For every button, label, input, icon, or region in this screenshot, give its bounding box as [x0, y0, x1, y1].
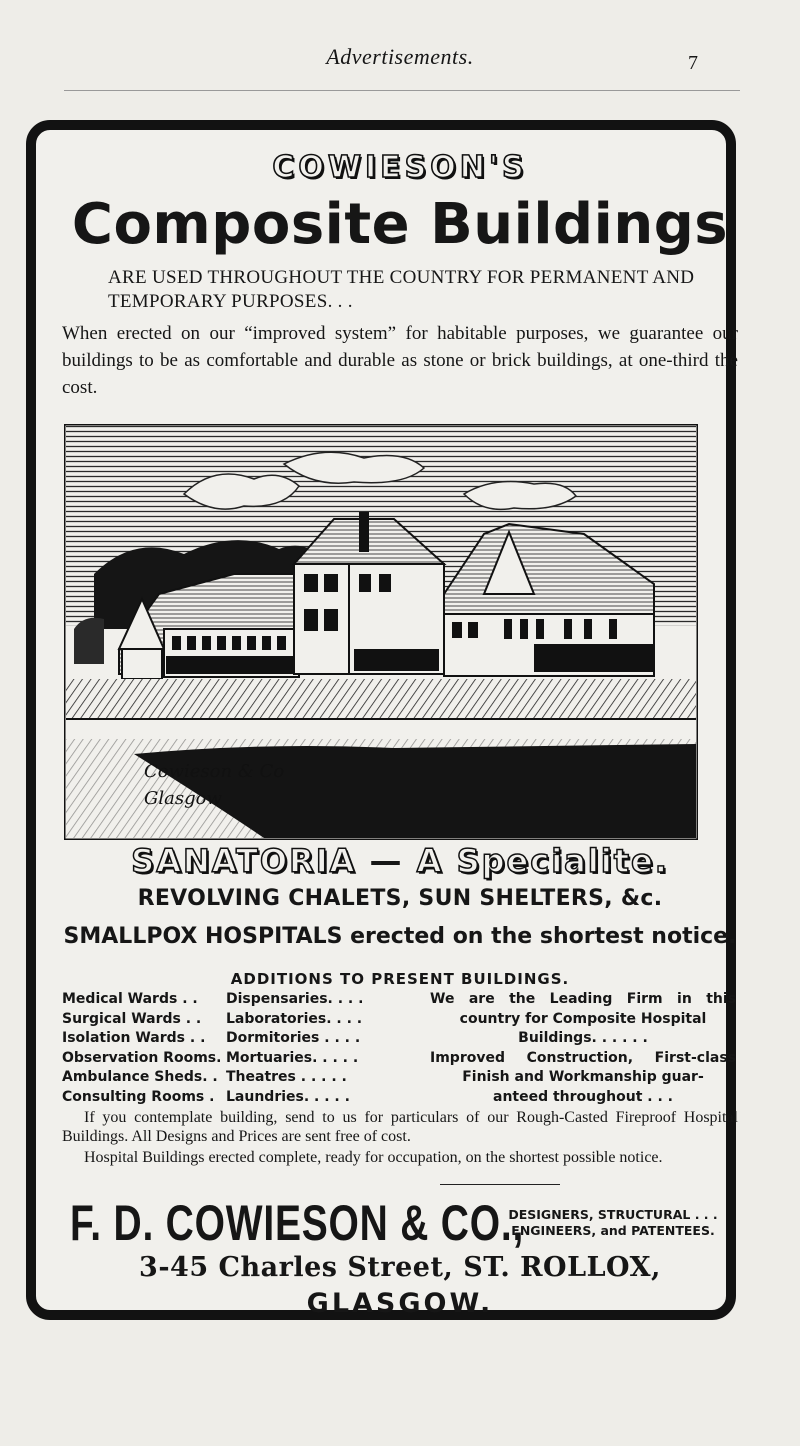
list-item: Laundries. . . . . — [226, 1088, 350, 1105]
claim-line: anteed throughout . . . — [493, 1088, 673, 1105]
list-item: Dispensaries. . . . — [226, 991, 364, 1007]
roles-line: DESIGNERS, STRUCTURAL . . . — [508, 1207, 718, 1222]
claim-line: We are the Leading Firm in this — [430, 991, 736, 1007]
smallpox-line: SMALLPOX HOSPITALS erected on the shortest notice. — [63, 924, 737, 949]
page-number: 7 — [688, 52, 698, 74]
firm-name: F. D. COWIESON & CO., — [70, 1195, 525, 1251]
sanatoria-line — [0, 842, 800, 880]
list-item: Dormitories . . . . — [226, 1030, 361, 1046]
city: GLASGOW. — [306, 1288, 494, 1319]
claim-line: Finish and Workmanship guar- — [462, 1069, 704, 1085]
additions-heading: ADDITIONS TO PRESENT BUILDINGS. — [230, 970, 570, 988]
claims-column — [430, 990, 736, 1107]
lead-text: ARE USED THROUGHOUT THE COUNTRY FOR PERMANENT AND TEMPORARY PURPOSES. . . — [108, 267, 695, 312]
list-item: Laboratories. . . . — [226, 1010, 363, 1027]
rooms-column — [226, 990, 363, 1107]
ad-title: Composite Buildings — [71, 192, 729, 257]
brand-name: COWIESON'S — [272, 150, 528, 185]
list-item: Consulting Rooms . — [62, 1088, 215, 1105]
list-item: Ambulance Sheds. . — [62, 1069, 218, 1085]
claim-line: country for Composite Hospital — [459, 1010, 707, 1027]
street-address: 3-45 Charles Street, ST. ROLLOX, — [139, 1252, 661, 1283]
claim-line: Improved Construction, First-class — [430, 1049, 736, 1066]
sanatoria-separator: — — [356, 842, 417, 880]
roles-line: ENGINEERS, and PATENTEES. — [511, 1223, 715, 1238]
running-head: Advertisements. — [326, 44, 474, 69]
list-item: Mortuaries. . . . . — [226, 1049, 359, 1066]
sanatoria-word: SANATORIA — [131, 842, 357, 880]
firm-roles — [486, 1207, 740, 1239]
list-item: Surgical Wards . . — [62, 1010, 202, 1027]
particulars-paragraph: If you contemplate building, send to us for particulars of our Rough-Casted Fireproof Hospital Buildings. All Designs and Prices are sent free of cost. — [62, 1109, 738, 1145]
chalets-line: REVOLVING CHALETS, SUN SHELTERS, &c. — [137, 886, 663, 911]
list-item: Medical Wards . . — [62, 991, 198, 1007]
specialite-word: A Specialite. — [416, 842, 669, 880]
short-rule — [440, 1184, 560, 1185]
intro-paragraph: When erected on our “improved system” for habitable purposes, we guarantee our buildings to be as comfortable and durable as stone or brick buildings, at one-third the cost. — [62, 323, 738, 398]
hospital-paragraph: Hospital Buildings erected complete, ready for occupation, on the shortest possible notice. — [84, 1149, 663, 1166]
wards-column — [62, 990, 221, 1107]
list-item: Isolation Wards . . — [62, 1030, 206, 1046]
list-item: Observation Rooms. — [62, 1049, 222, 1066]
header-rule — [64, 90, 740, 91]
hospital-illustration — [64, 424, 698, 840]
list-item: Theatres . . . . . — [226, 1069, 347, 1085]
illustration-signature-line2: Glasgow — [144, 788, 222, 809]
claim-line: Buildings. . . . . . — [518, 1030, 648, 1046]
illustration-signature-line1: Cowieson & Co — [144, 761, 285, 782]
